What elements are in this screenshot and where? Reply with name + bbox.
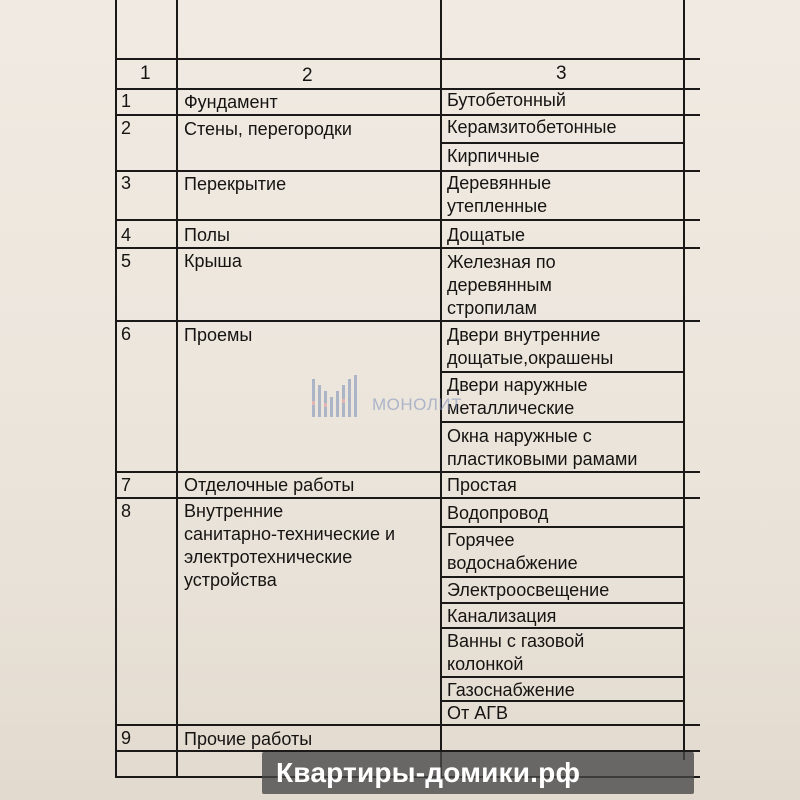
material-cell: пластиковыми рамами: [447, 449, 638, 469]
sub-line: [440, 576, 685, 578]
row-number: 9: [121, 728, 132, 748]
site-banner: [262, 752, 694, 794]
material-cell: Газоснабжение: [447, 680, 575, 700]
monolit-logo-icon: [308, 373, 368, 423]
element-name: Проемы: [184, 325, 253, 345]
material-cell: Электроосвещение: [447, 580, 610, 600]
row-number: 7: [121, 475, 132, 495]
row-number: 6: [121, 324, 132, 344]
material-cell: Ванны с газовой: [447, 631, 585, 651]
material-cell: колонкой: [447, 654, 524, 674]
grid-line-header-bottom: [115, 88, 700, 90]
row-number: 8: [121, 501, 132, 521]
row-number: 3: [121, 173, 132, 193]
grid-line-row5: [115, 320, 700, 322]
row-number: 5: [121, 251, 132, 271]
column-header-3: 3: [556, 63, 567, 84]
element-name: Фундамент: [184, 92, 278, 112]
material-cell: дощатые,окрашены: [447, 348, 614, 368]
site-name: Квартиры-домики.рф: [276, 757, 581, 788]
material-cell: металлические: [447, 398, 575, 418]
grid-line-row2: [115, 170, 700, 172]
watermark-text: МОНОЛИТ: [372, 395, 462, 414]
row-number: 2: [121, 118, 132, 138]
material-cell: Двери наружные: [447, 375, 588, 395]
material-cell: Дощатые: [447, 225, 526, 245]
grid-line-left: [115, 0, 117, 778]
material-cell: Деревянные: [447, 173, 552, 193]
element-name: Крыша: [184, 251, 242, 271]
element-name: Полы: [184, 225, 230, 245]
element-name: Прочие работы: [184, 729, 313, 749]
watermark: [308, 373, 508, 423]
grid-line-row7: [115, 497, 700, 499]
element-name: электротехнические: [184, 547, 353, 567]
material-cell: От АГВ: [447, 703, 509, 723]
material-cell: водоснабжение: [447, 553, 578, 573]
material-cell: Горячее: [447, 530, 515, 550]
material-cell: Двери внутренние: [447, 325, 601, 345]
element-name: Отделочные работы: [184, 475, 355, 495]
grid-line-header-top: [115, 58, 700, 60]
element-name: Стены, перегородки: [184, 119, 352, 139]
material-cell: утепленные: [447, 196, 548, 216]
sub-line: [440, 142, 685, 144]
grid-line-row6: [115, 471, 700, 473]
element-name: Внутренние: [184, 501, 284, 521]
element-name: Перекрытие: [184, 174, 287, 194]
material-cell: Керамзитобетонные: [447, 117, 617, 137]
sub-line: [440, 526, 685, 528]
material-cell: стропилам: [447, 298, 537, 318]
column-header-1: 1: [140, 63, 151, 84]
sub-line: [440, 676, 685, 678]
material-cell: деревянным: [447, 275, 552, 295]
element-name: санитарно-технические и: [184, 524, 396, 544]
element-name: устройства: [184, 570, 277, 590]
grid-line-row3: [115, 219, 700, 221]
material-cell: Канализация: [447, 606, 557, 626]
column-header-2: 2: [302, 65, 313, 86]
grid-line-row8: [115, 724, 700, 726]
material-cell: Бутобетонный: [447, 90, 566, 110]
row-number: 1: [121, 91, 132, 111]
grid-line-col1: [176, 0, 178, 778]
material-cell: Простая: [447, 475, 517, 495]
row-number: 4: [121, 225, 132, 245]
material-cell: Водопровод: [447, 503, 549, 523]
material-cell: Кирпичные: [447, 146, 540, 166]
sub-line: [440, 602, 685, 604]
grid-line-row4: [115, 247, 700, 249]
material-cell: Железная по: [447, 252, 556, 272]
material-cell: Окна наружные с: [447, 426, 592, 446]
